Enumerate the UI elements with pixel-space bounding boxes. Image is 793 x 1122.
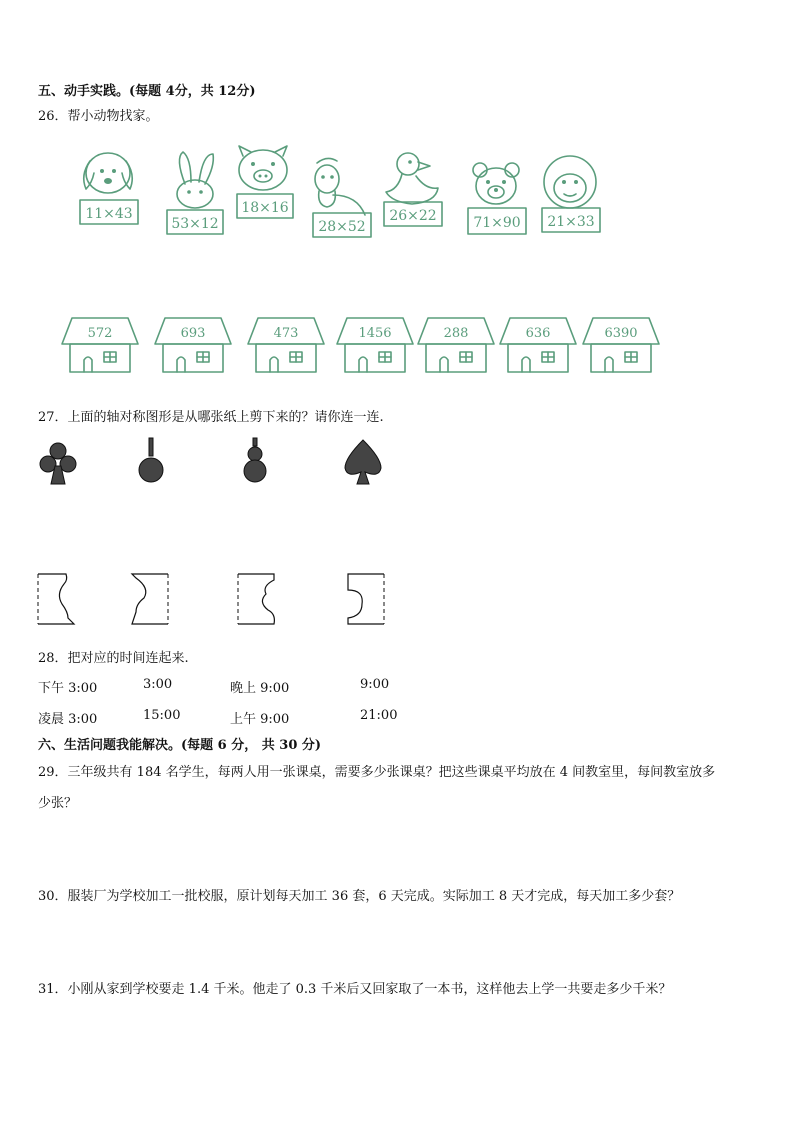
paper-1 <box>38 574 74 624</box>
animal-dog-label: 11×43 <box>85 206 133 222</box>
question-30: 30．服装厂为学校加工一批校服，原计划每天加工 36 套，6 天完成。实际加工 8 天才完成，每天加工多少套？ <box>38 889 681 904</box>
cut-shapes <box>0 438 793 488</box>
animal-dog <box>80 153 138 224</box>
houses-illustration <box>0 310 793 380</box>
paper-3 <box>238 574 274 624</box>
time-row1-col3: 晚上 9:00 <box>230 681 290 696</box>
paper-4 <box>348 574 384 624</box>
house-2 <box>155 318 231 372</box>
question-31: 31．小刚从家到学校要走 1.4 千米。他走了 0.3 千米后又回家取了一本书，这样他去上学一共要走多少千米？ <box>38 982 672 997</box>
house-2-number: 693 <box>180 326 206 341</box>
time-row2-col2: 15:00 <box>143 708 181 723</box>
house-4 <box>337 318 413 372</box>
folded-papers <box>0 572 793 628</box>
animal-monkey <box>542 156 600 232</box>
animal-goat <box>313 158 371 237</box>
animals-illustration <box>0 140 793 250</box>
question-26: 26．帮小动物找家。 <box>38 109 159 124</box>
house-6 <box>500 318 576 372</box>
animal-bear-label: 71×90 <box>473 215 521 231</box>
paper-2 <box>132 574 168 624</box>
time-row2-col4: 21:00 <box>360 708 398 723</box>
animal-monkey-label: 21×33 <box>547 214 595 230</box>
club-shape <box>40 443 76 484</box>
animal-pig <box>237 146 293 218</box>
house-1 <box>62 318 138 372</box>
house-7 <box>583 318 659 372</box>
time-row1-col1: 下午 3:00 <box>38 681 98 696</box>
time-row2-col3: 上午 9:00 <box>230 712 290 727</box>
animal-goat-label: 28×52 <box>318 219 366 235</box>
house-4-number: 1456 <box>358 326 392 341</box>
animal-bear <box>468 163 526 234</box>
house-7-number: 6390 <box>604 326 638 341</box>
time-row1-col4: 9:00 <box>360 677 390 692</box>
gourd-shape <box>244 438 266 482</box>
question-29-line1: 29．三年级共有 184 名学生，每两人用一张课桌，需要多少张课桌？把这些课桌平均放在 4 间教室里，每间教室放多 <box>38 765 716 780</box>
animal-duck <box>384 153 442 226</box>
house-5 <box>418 318 494 372</box>
section-5-title: 五、动手实践。(每题 4分，共 12分) <box>38 84 256 99</box>
animal-pig-label: 18×16 <box>241 200 289 216</box>
animal-rabbit-label: 53×12 <box>171 216 219 232</box>
question-27: 27．上面的轴对称图形是从哪张纸上剪下来的？请你连一连. <box>38 410 384 425</box>
question-28: 28．把对应的时间连起来. <box>38 651 189 666</box>
house-1-number: 572 <box>87 326 113 341</box>
house-5-number: 288 <box>443 326 469 341</box>
animal-rabbit <box>167 152 223 234</box>
spade-shape <box>345 440 381 484</box>
section-6-title: 六、生活问题我能解决。(每题 6 分， 共 30 分) <box>38 738 322 753</box>
time-row1-col2: 3:00 <box>143 677 173 692</box>
animal-duck-label: 26×22 <box>389 208 437 224</box>
time-row2-col1: 凌晨 3:00 <box>38 712 98 727</box>
house-6-number: 636 <box>525 326 551 341</box>
house-3-number: 473 <box>273 326 299 341</box>
flask-shape <box>139 438 163 482</box>
question-29-line2: 少张？ <box>38 796 78 811</box>
house-3 <box>248 318 324 372</box>
